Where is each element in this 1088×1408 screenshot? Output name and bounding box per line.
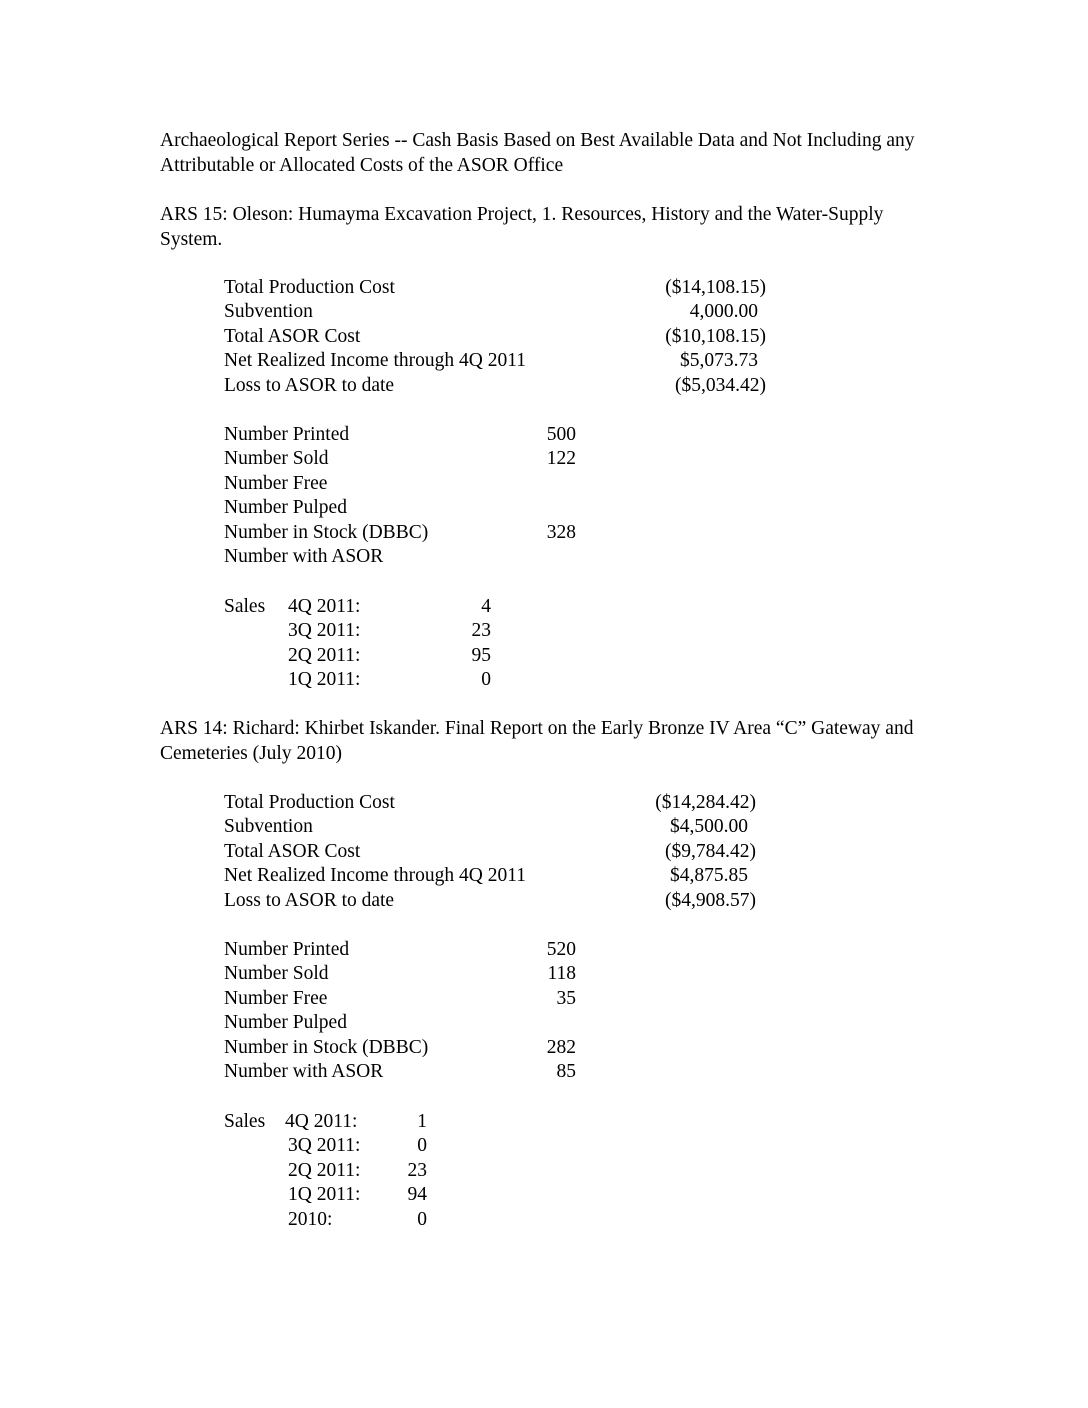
count-label: Number in Stock (DBBC) (224, 522, 429, 543)
sales-value: 1 (417, 1111, 427, 1132)
count-label: Number in Stock (DBBC) (224, 1037, 429, 1058)
sales-value: 95 (471, 645, 491, 666)
sales-value: 4 (481, 596, 491, 617)
sales-period: 2Q 2011: (288, 645, 361, 666)
financial-label: Subvention (224, 301, 313, 322)
financial-label: Loss to ASOR to date (224, 890, 395, 911)
financial-label: Net Realized Income through 4Q 2011 (224, 350, 526, 371)
section-title-ars15: ARS 15: Oleson: Humayma Excavation Project, 1. Resources, History and the Water-Supply System. (160, 204, 884, 250)
count-label: Number Printed (224, 939, 350, 960)
sales-period: 2010: (288, 1209, 333, 1230)
sales-period: 1Q 2011: (288, 1184, 361, 1205)
financial-value: $4,500.00 (670, 816, 748, 837)
sales-period: 3Q 2011: (288, 1135, 361, 1156)
count-value: 500 (546, 424, 576, 445)
financial-value: ($5,034.42) (675, 375, 766, 396)
financial-value: $5,073.73 (680, 350, 758, 371)
sales-period: 4Q 2011: (285, 1111, 358, 1132)
count-value: 118 (547, 963, 576, 984)
count-value: 282 (546, 1037, 576, 1058)
sales-period: 2Q 2011: (288, 1160, 361, 1181)
count-label: Number Printed (224, 424, 350, 445)
count-label: Number Sold (224, 448, 329, 469)
sales-value: 94 (407, 1184, 427, 1205)
count-label: Number Free (224, 473, 328, 494)
section-title-ars14: ARS 14: Richard: Khirbet Iskander. Final Report on the Early Bronze IV Area “C” Gateway and Cemeteries (July 2010) (160, 718, 914, 764)
financial-value: ($10,108.15) (665, 326, 766, 347)
financial-value: ($14,108.15) (665, 277, 766, 298)
sales-value: 0 (481, 669, 491, 690)
financial-value: ($14,284.42) (655, 792, 756, 813)
financial-label: Net Realized Income through 4Q 2011 (224, 865, 526, 886)
financial-value: ($4,908.57) (665, 890, 756, 911)
count-label: Number with ASOR (224, 1061, 384, 1082)
sales-value: 0 (417, 1135, 427, 1156)
financial-value: 4,000.00 (689, 301, 758, 322)
financial-label: Total Production Cost (224, 277, 395, 298)
financial-value: $4,875.85 (670, 865, 748, 886)
sales-value: 0 (417, 1209, 427, 1230)
financial-label: Subvention (224, 816, 313, 837)
count-label: Number Pulped (224, 1012, 347, 1033)
sales-period: 4Q 2011: (288, 596, 361, 617)
sales-value: 23 (471, 620, 491, 641)
count-value: 85 (556, 1061, 576, 1082)
count-label: Number Pulped (224, 497, 347, 518)
count-value: 520 (546, 939, 576, 960)
intro-heading: Archaeological Report Series -- Cash Basis Based on Best Available Data and Not Including any Attributable or Allocated Costs of the ASOR Office (160, 130, 915, 176)
count-value: 35 (556, 988, 576, 1009)
sales-label: Sales (224, 1111, 266, 1132)
count-label: Number Sold (224, 963, 329, 984)
sales-value: 23 (407, 1160, 427, 1181)
financial-label: Loss to ASOR to date (224, 375, 395, 396)
financial-label: Total ASOR Cost (224, 326, 361, 347)
sales-period: 3Q 2011: (288, 620, 361, 641)
count-value: 328 (546, 522, 576, 543)
financial-label: Total ASOR Cost (224, 841, 361, 862)
sales-period: 1Q 2011: (288, 669, 361, 690)
count-label: Number Free (224, 988, 328, 1009)
financial-value: ($9,784.42) (665, 841, 756, 862)
count-value: 122 (546, 448, 576, 469)
financial-label: Total Production Cost (224, 792, 395, 813)
count-label: Number with ASOR (224, 546, 384, 567)
sales-label: Sales (224, 596, 266, 617)
